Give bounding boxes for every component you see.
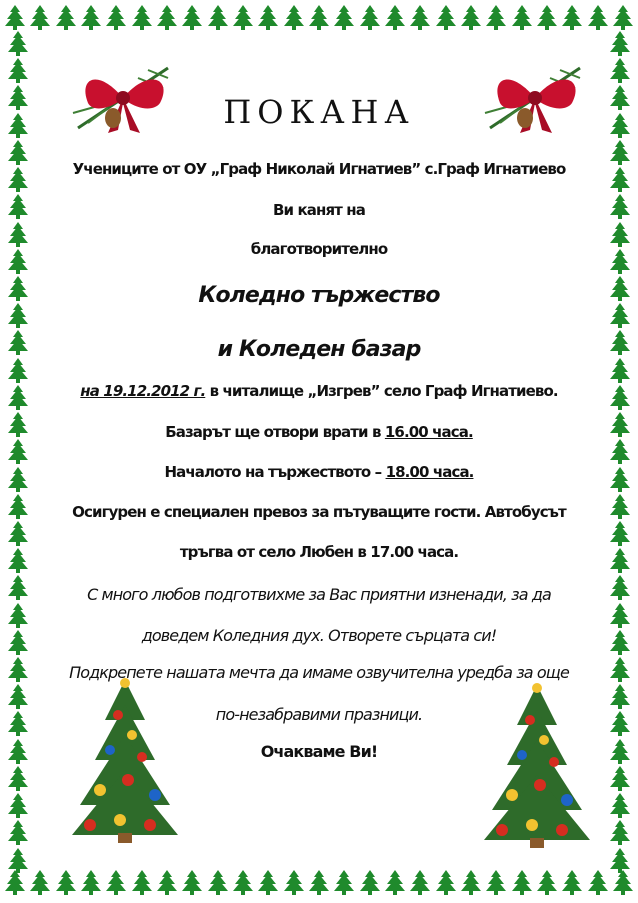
border-tree-icon xyxy=(257,869,279,895)
celebration-start-text: Началото на тържеството – xyxy=(164,463,386,481)
celebration-start-time: 18.00 часа. xyxy=(385,463,474,481)
border-tree-icon xyxy=(4,4,26,30)
border-tree-icon xyxy=(609,819,631,845)
border-tree-icon xyxy=(536,4,558,30)
message-line-2: доведем Коледния дух. Отворете сърцата си! xyxy=(141,626,497,645)
border-tree-icon xyxy=(55,869,77,895)
border-tree-icon xyxy=(55,4,77,30)
event-date-place xyxy=(0,382,638,400)
border-tree-icon xyxy=(156,869,178,895)
border-tree-icon xyxy=(536,869,558,895)
border-tree-icon xyxy=(105,4,127,30)
border-tree-icon xyxy=(609,438,631,464)
border-tree-icon xyxy=(29,4,51,30)
transport-departure: тръгва от село Любен в 17.00 часа. xyxy=(179,543,459,561)
invitation-charity: благотворително xyxy=(250,240,388,258)
bazaar-opening-text: Базарът ще отвори врати в xyxy=(165,423,385,441)
border-tree-icon xyxy=(7,30,29,56)
border-tree-icon xyxy=(7,602,29,628)
closing-line: Очакваме Ви! xyxy=(260,742,378,761)
border-tree-icon xyxy=(409,869,431,895)
message-line-4: по-незабравими празници. xyxy=(215,705,423,724)
celebration-start xyxy=(0,463,638,481)
border-tree-icon xyxy=(409,4,431,30)
border-tree-icon xyxy=(232,4,254,30)
border-tree-icon xyxy=(511,4,533,30)
bazaar-opening-time: 16.00 часа. xyxy=(384,423,473,441)
border-tree-icon xyxy=(283,869,305,895)
message-line-1: С много любов подготвихме за Вас приятни изненади, за да xyxy=(87,585,551,604)
message-line-3: Подкрепете нашата мечта да имаме озвучителна уредба за още xyxy=(69,663,569,682)
bazaar-opening xyxy=(0,423,638,441)
border-tree-icon xyxy=(609,30,631,56)
border-tree-icon xyxy=(7,438,29,464)
border-tree-icon xyxy=(384,4,406,30)
border-tree-icon xyxy=(257,4,279,30)
border-tree-icon xyxy=(460,869,482,895)
border-tree-icon xyxy=(181,869,203,895)
border-tree-icon xyxy=(609,847,631,873)
top-border xyxy=(0,4,638,34)
border-tree-icon xyxy=(359,4,381,30)
border-tree-icon xyxy=(7,765,29,791)
border-tree-icon xyxy=(232,869,254,895)
border-tree-icon xyxy=(609,57,631,83)
border-tree-icon xyxy=(561,4,583,30)
event-place: в читалище „Изгрев” село Граф Игнатиево. xyxy=(205,382,558,400)
border-tree-icon xyxy=(308,4,330,30)
border-tree-icon xyxy=(207,4,229,30)
border-tree-icon xyxy=(511,869,533,895)
border-tree-icon xyxy=(435,869,457,895)
border-tree-icon xyxy=(105,869,127,895)
border-tree-icon xyxy=(7,57,29,83)
invitation-invite: Ви канят на xyxy=(273,201,365,219)
border-tree-icon xyxy=(561,869,583,895)
border-tree-icon xyxy=(131,869,153,895)
border-tree-icon xyxy=(80,869,102,895)
border-tree-icon xyxy=(485,869,507,895)
border-tree-icon xyxy=(308,869,330,895)
border-tree-icon xyxy=(359,869,381,895)
invitation-hosts: Учениците от ОУ „Граф Николай Игнатиев” с.Граф Игнатиево xyxy=(72,160,566,178)
border-tree-icon xyxy=(7,792,29,818)
border-tree-icon xyxy=(609,792,631,818)
border-tree-icon xyxy=(283,4,305,30)
border-tree-icon xyxy=(7,819,29,845)
bottom-border xyxy=(0,869,638,899)
event-name-celebration: Коледно тържество xyxy=(198,283,440,308)
border-tree-icon xyxy=(435,4,457,30)
border-tree-icon xyxy=(181,4,203,30)
event-name-bazaar: и Коледен базар xyxy=(217,337,421,362)
border-tree-icon xyxy=(7,847,29,873)
border-tree-icon xyxy=(460,4,482,30)
border-tree-icon xyxy=(207,869,229,895)
border-tree-icon xyxy=(485,4,507,30)
border-tree-icon xyxy=(156,4,178,30)
border-tree-icon xyxy=(384,869,406,895)
border-tree-icon xyxy=(131,4,153,30)
border-tree-icon xyxy=(609,602,631,628)
border-tree-icon xyxy=(80,4,102,30)
border-tree-icon xyxy=(333,869,355,895)
border-tree-icon xyxy=(587,4,609,30)
transport-info: Осигурен е специален превоз за пътуващите гости. Автобусът xyxy=(72,503,566,521)
border-tree-icon xyxy=(333,4,355,30)
event-date: на 19.12.2012 г. xyxy=(80,382,206,400)
invitation-title: ПОКАНА xyxy=(223,93,415,131)
border-tree-icon xyxy=(612,4,634,30)
border-tree-icon xyxy=(609,765,631,791)
